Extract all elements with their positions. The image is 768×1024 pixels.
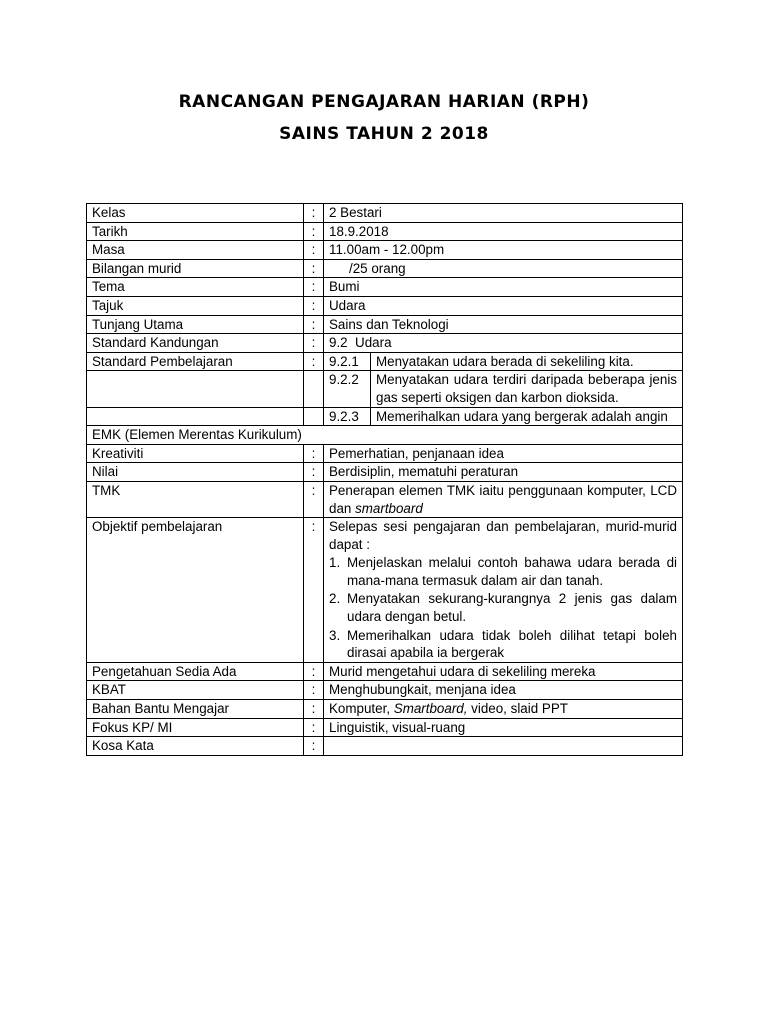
empty-colon-cell [304, 371, 324, 407]
value-tmk [324, 481, 683, 517]
value-tajuk: Udara [324, 296, 683, 315]
document-title: RANCANGAN PENGAJARAN HARIAN (RPH) [178, 92, 590, 112]
row-bilangan-murid [87, 259, 683, 278]
label-kelas: Kelas [87, 204, 304, 223]
list-text: Menyatakan sekurang-kurangnya 2 jenis gas dalam udara dengan betul. [347, 591, 677, 625]
value-standard-kandungan: 9.2 Udara [324, 334, 683, 353]
list-number: 2. [329, 591, 341, 607]
sp-text: Menyatakan udara terdiri daripada beberapa jenis gas seperti oksigen dan karbon dioksida. [371, 371, 683, 407]
row-pengetahuan [87, 662, 683, 681]
value-nilai: Berdisiplin, mematuhi peraturan [324, 463, 683, 482]
colon: : [304, 481, 324, 517]
value-bahan-bantu [324, 700, 683, 719]
colon: : [304, 334, 324, 353]
row-emk [87, 426, 683, 445]
row-kosa-kata [87, 737, 683, 756]
colon: : [304, 718, 324, 737]
row-kelas [87, 204, 683, 223]
colon: : [304, 518, 324, 663]
colon: : [304, 700, 324, 719]
label-objektif: Objektif pembelajaran [87, 518, 304, 663]
colon: : [304, 444, 324, 463]
document-subtitle: SAINS TAHUN 2 2018 [279, 124, 489, 144]
label-standard-pembelajaran: Standard Pembelajaran [87, 352, 304, 371]
row-kreativiti [87, 444, 683, 463]
bahan-text-1: Komputer, [329, 701, 394, 717]
row-masa [87, 241, 683, 260]
value-masa: 11.00am - 12.00pm [324, 241, 683, 260]
value-tunjang-utama: Sains dan Teknologi [324, 315, 683, 334]
value-objektif [324, 518, 683, 663]
label-emk: EMK (Elemen Merentas Kurikulum) [87, 426, 683, 445]
value-kelas: 2 Bestari [324, 204, 683, 223]
value-kreativiti: Pemerhatian, penjanaan idea [324, 444, 683, 463]
row-standard-pembelajaran-2 [87, 371, 683, 407]
bahan-text-2: video, slaid PPT [467, 701, 568, 717]
list-text: Memerihalkan udara tidak boleh dilihat tetapi boleh dirasai apabila ia bergerak [347, 627, 677, 661]
colon: : [304, 352, 324, 371]
empty-label-cell [87, 371, 304, 407]
bahan-italic: Smartboard, [393, 701, 468, 717]
value-fokus: Linguistik, visual-ruang [324, 718, 683, 737]
label-bahan-bantu: Bahan Bantu Mengajar [87, 700, 304, 719]
colon: : [304, 278, 324, 297]
row-tema [87, 278, 683, 297]
sp-text: Menyatakan udara berada di sekeliling kita. [371, 352, 683, 371]
row-nilai [87, 463, 683, 482]
colon: : [304, 662, 324, 681]
row-fokus [87, 718, 683, 737]
empty-colon-cell [304, 407, 324, 426]
empty-label-cell [87, 407, 304, 426]
label-tunjang-utama: Tunjang Utama [87, 315, 304, 334]
row-tarikh [87, 222, 683, 241]
list-text: Menjelaskan melalui contoh bahawa udara berada di mana-mana termasuk dalam air dan tanah. [347, 555, 677, 588]
sp-code: 9.2.2 [324, 371, 371, 407]
row-tmk [87, 481, 683, 517]
label-kreativiti: Kreativiti [87, 444, 304, 463]
label-tmk: TMK [87, 481, 304, 517]
colon: : [304, 204, 324, 223]
list-item [329, 627, 677, 662]
label-tajuk: Tajuk [87, 296, 304, 315]
sp-text: Memerihalkan udara yang bergerak adalah angin [371, 407, 683, 426]
row-bahan-bantu [87, 700, 683, 719]
row-standard-pembelajaran-1 [87, 352, 683, 371]
label-tema: Tema [87, 278, 304, 297]
row-kbat [87, 681, 683, 700]
list-number: 1. [329, 555, 341, 571]
value-kosa-kata [324, 737, 683, 756]
row-objektif [87, 518, 683, 663]
label-pengetahuan: Pengetahuan Sedia Ada [87, 662, 304, 681]
value-bilangan-murid: /25 orang [324, 259, 683, 278]
label-bilangan-murid: Bilangan murid [87, 259, 304, 278]
label-fokus: Fokus KP/ MI [87, 718, 304, 737]
colon: : [304, 463, 324, 482]
label-masa: Masa [87, 241, 304, 260]
value-tarikh: 18.9.2018 [324, 222, 683, 241]
label-nilai: Nilai [87, 463, 304, 482]
label-kbat: KBAT [87, 681, 304, 700]
objektif-list [329, 554, 677, 662]
list-item [329, 554, 677, 589]
sp-code: 9.2.3 [324, 407, 371, 426]
rph-table [86, 203, 683, 756]
sp-code: 9.2.1 [324, 352, 371, 371]
tmk-text: Penerapan elemen TMK iaitu penggunaan komputer, LCD dan [329, 482, 677, 516]
colon: : [304, 737, 324, 756]
list-item [329, 590, 677, 625]
value-pengetahuan: Murid mengetahui udara di sekeliling mereka [324, 662, 683, 681]
objektif-intro: Selepas sesi pengajaran dan pembelajaran, murid-murid dapat : [329, 519, 677, 552]
label-kosa-kata: Kosa Kata [87, 737, 304, 756]
row-standard-kandungan [87, 334, 683, 353]
tmk-italic: smartboard [355, 500, 423, 516]
list-number: 3. [329, 627, 341, 643]
colon: : [304, 241, 324, 260]
colon: : [304, 259, 324, 278]
colon: : [304, 681, 324, 700]
label-tarikh: Tarikh [87, 222, 304, 241]
row-standard-pembelajaran-3 [87, 407, 683, 426]
colon: : [304, 315, 324, 334]
row-tunjang-utama [87, 315, 683, 334]
colon: : [304, 222, 324, 241]
row-tajuk [87, 296, 683, 315]
value-kbat: Menghubungkait, menjana idea [324, 681, 683, 700]
colon: : [304, 296, 324, 315]
value-tema: Bumi [324, 278, 683, 297]
label-standard-kandungan: Standard Kandungan [87, 334, 304, 353]
